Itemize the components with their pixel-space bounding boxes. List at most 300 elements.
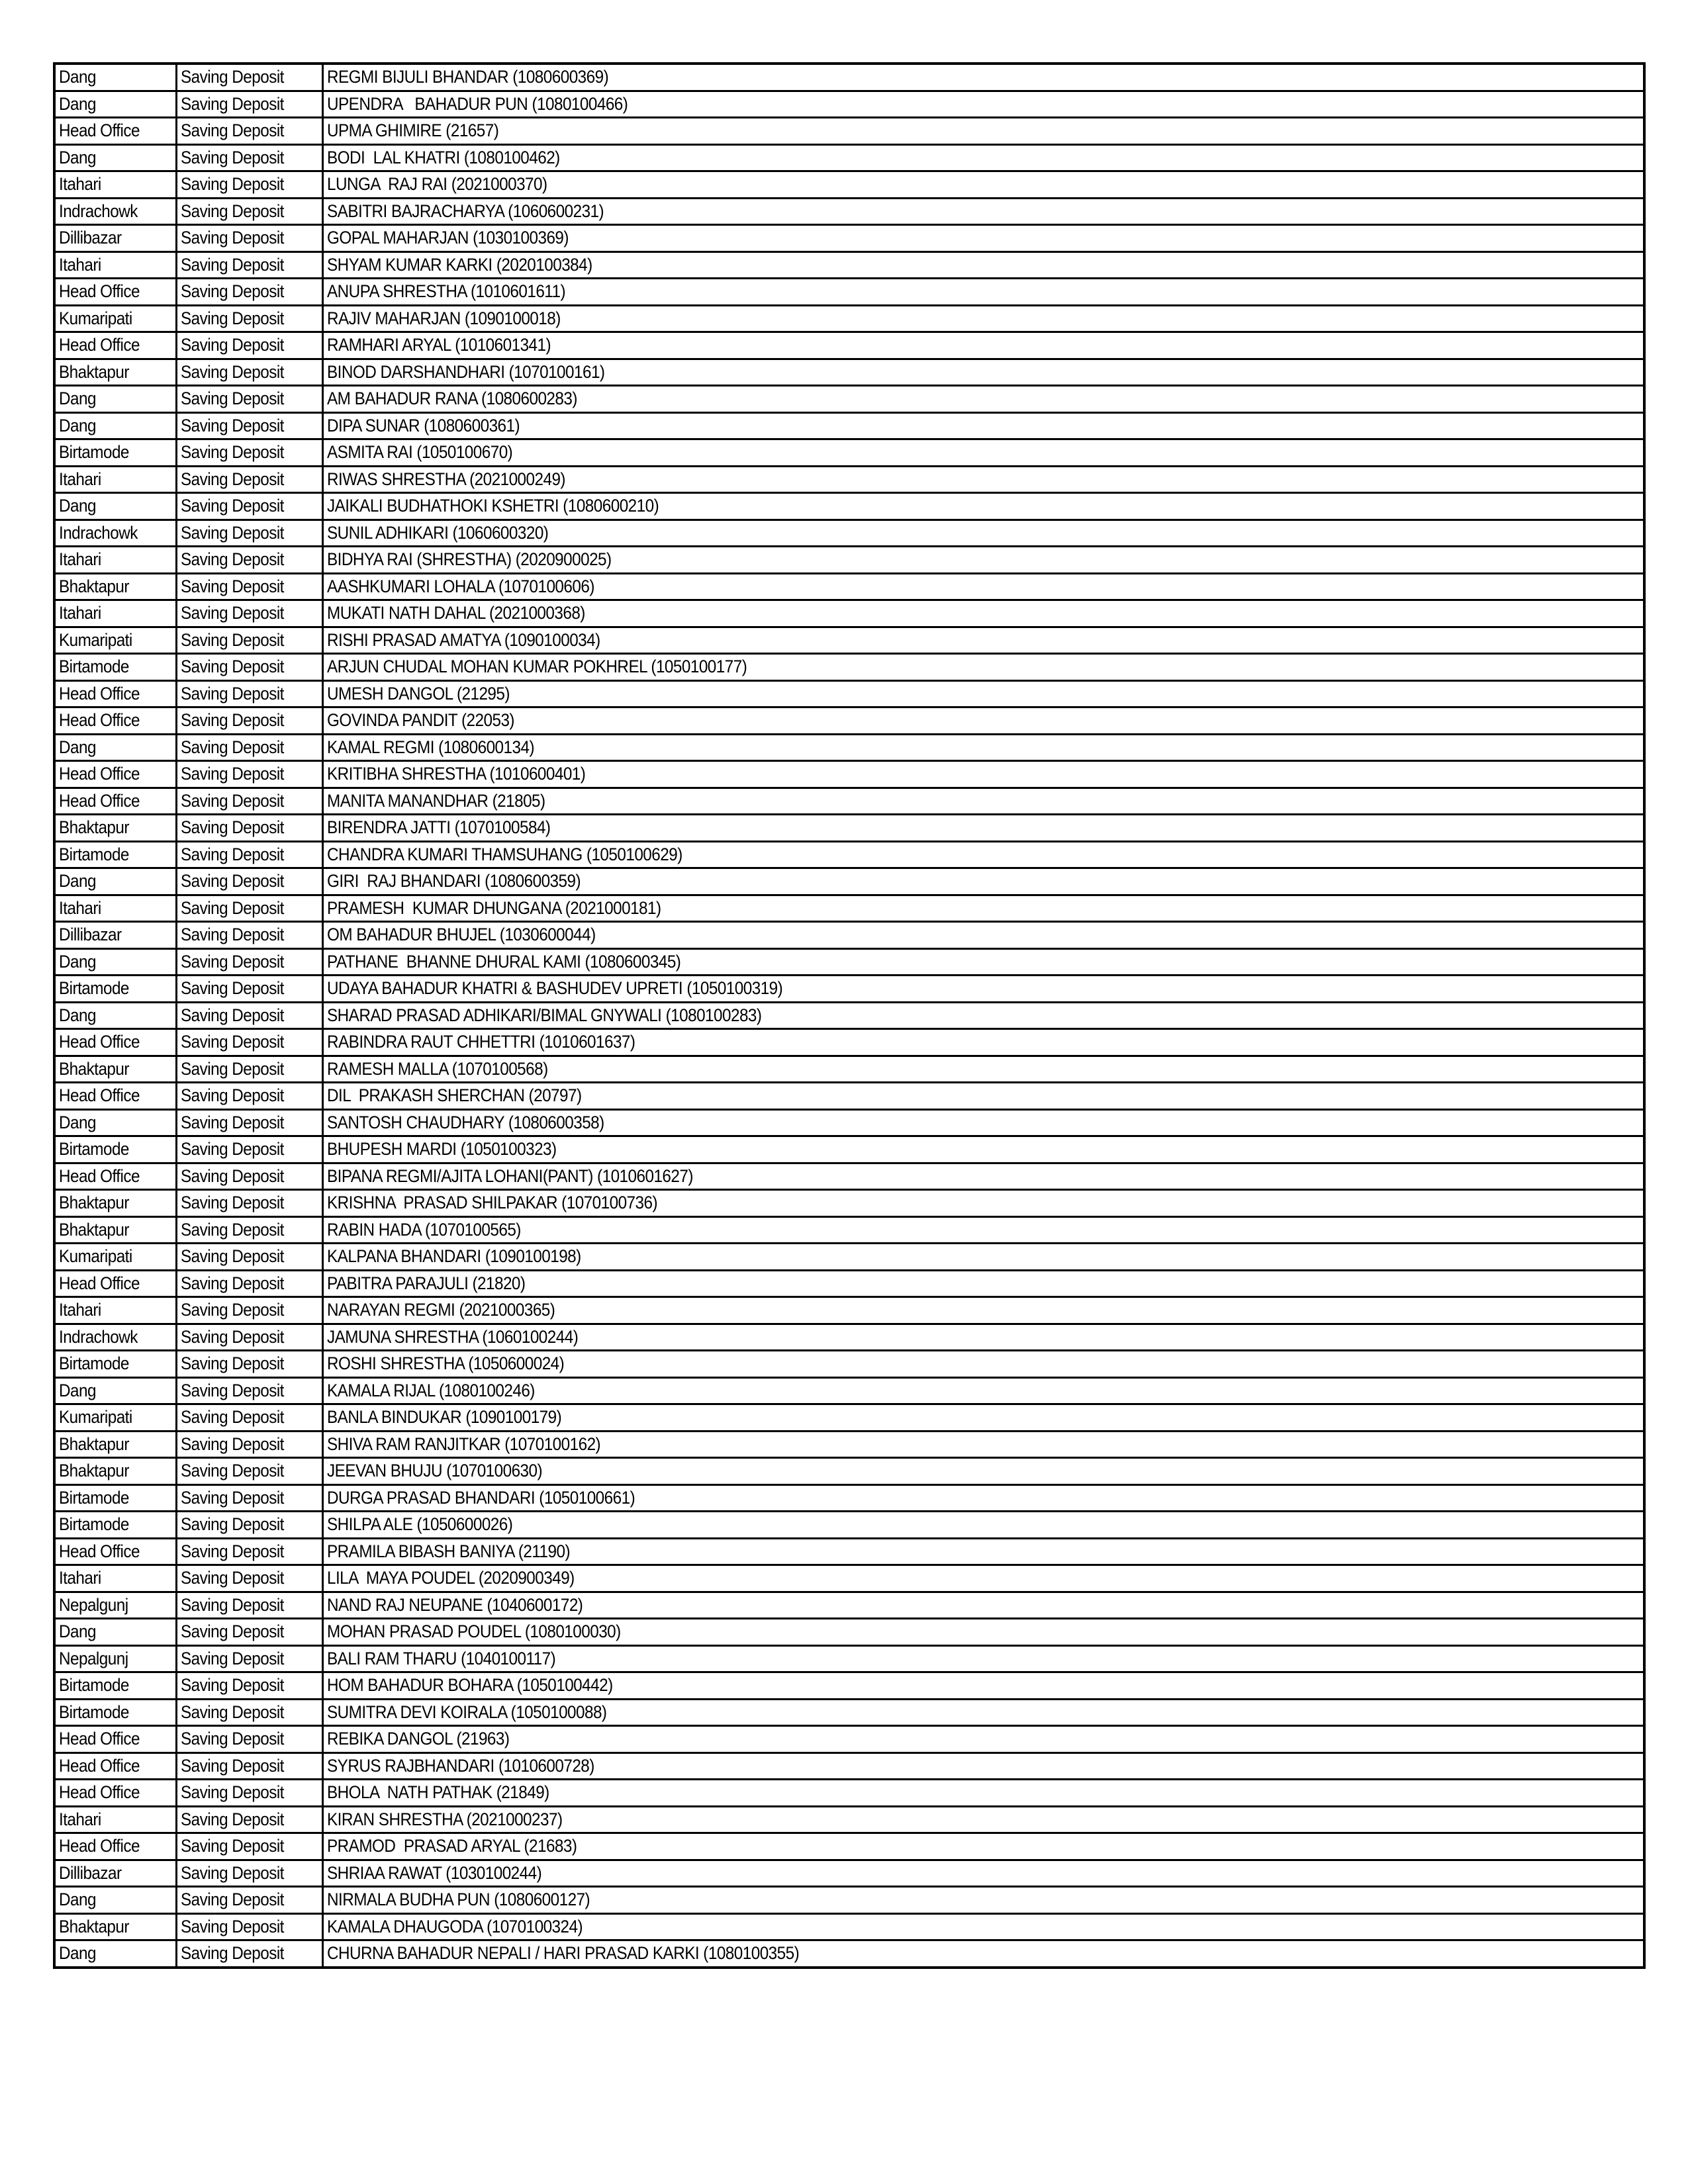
account-holder-cell (323, 1244, 1644, 1271)
account-type-cell (177, 1645, 323, 1672)
account-holder-cell (323, 707, 1644, 735)
account-holder-cell-text: JAIKALI BUDHATHOKI KSHETRI (1080600210) (327, 496, 659, 516)
account-type-cell (177, 118, 323, 145)
branch-cell (56, 815, 177, 842)
account-holder-cell (323, 1887, 1644, 1914)
table-row (56, 225, 1643, 252)
account-type-cell (177, 1780, 323, 1807)
table-row (56, 386, 1643, 413)
table-row (56, 1056, 1643, 1083)
table-row (56, 976, 1643, 1003)
branch-cell (56, 412, 177, 439)
account-type-cell-text: Saving Deposit (181, 120, 284, 141)
branch-cell-text: Bhaktapur (59, 817, 129, 838)
account-type-cell (177, 386, 323, 413)
account-holder-cell-text: ASMITA RAI (1050100670) (327, 442, 513, 463)
account-holder-cell-text: HOM BAHADUR BOHARA (1050100442) (327, 1675, 613, 1696)
account-type-cell-text: Saving Deposit (181, 281, 284, 302)
branch-cell-text: Birtamode (59, 442, 129, 463)
branch-cell (56, 1244, 177, 1271)
table-row (56, 815, 1643, 842)
account-holder-cell (323, 1029, 1644, 1056)
table-row (56, 493, 1643, 520)
account-holder-cell-text: BIPANA REGMI/AJITA LOHANI(PANT) (1010601627) (327, 1165, 693, 1186)
table-row (56, 1109, 1643, 1136)
branch-cell (56, 1377, 177, 1404)
branch-cell-text: Birtamode (59, 657, 129, 677)
branch-cell (56, 225, 177, 252)
account-type-cell (177, 1190, 323, 1217)
account-holder-cell (323, 305, 1644, 332)
table-row (56, 1324, 1643, 1351)
account-holder-cell-text: NAND RAJ NEUPANE (1040600172) (327, 1594, 583, 1615)
account-holder-cell (323, 1377, 1644, 1404)
branch-cell-text: Head Office (59, 790, 140, 811)
account-type-cell (177, 1726, 323, 1753)
branch-cell (56, 1512, 177, 1539)
account-type-cell-text: Saving Deposit (181, 951, 284, 972)
account-type-cell-text: Saving Deposit (181, 576, 284, 596)
account-type-cell (177, 439, 323, 467)
account-holder-cell-text: PABITRA PARAJULI (21820) (327, 1273, 526, 1293)
account-type-cell-text: Saving Deposit (181, 1219, 284, 1240)
account-type-cell-text: Saving Deposit (181, 335, 284, 355)
branch-cell-text: Kumaripati (59, 1246, 132, 1267)
branch-cell (56, 922, 177, 949)
account-holder-cell (323, 439, 1644, 467)
branch-cell (56, 1404, 177, 1432)
account-type-cell (177, 91, 323, 118)
account-type-cell-text: Saving Deposit (181, 201, 284, 221)
account-type-cell (177, 359, 323, 386)
branch-cell-text: Birtamode (59, 844, 129, 864)
account-holder-cell (323, 1297, 1644, 1324)
branch-cell (56, 1565, 177, 1592)
table-row (56, 922, 1643, 949)
account-type-cell (177, 1136, 323, 1163)
account-holder-cell (323, 1699, 1644, 1726)
branch-cell (56, 761, 177, 788)
account-type-cell (177, 1431, 323, 1458)
branch-cell-text: Birtamode (59, 1702, 129, 1722)
account-type-cell (177, 1324, 323, 1351)
branch-cell (56, 654, 177, 681)
branch-cell-text: Head Office (59, 1782, 140, 1803)
account-type-cell-text: Saving Deposit (181, 1005, 284, 1025)
account-type-cell-text: Saving Deposit (181, 1246, 284, 1267)
branch-cell (56, 1780, 177, 1807)
account-holder-cell-text: DIL PRAKASH SHERCHAN (20797) (327, 1085, 582, 1106)
branch-cell-text: Kumaripati (59, 629, 132, 650)
account-holder-cell (323, 1913, 1644, 1940)
account-holder-cell (323, 1002, 1644, 1029)
branch-cell (56, 1806, 177, 1833)
branch-cell-text: Head Office (59, 1836, 140, 1856)
branch-cell-text: Dang (59, 737, 96, 757)
account-type-cell (177, 680, 323, 707)
table-row (56, 359, 1643, 386)
account-holder-cell-text: BANLA BINDUKAR (1090100179) (327, 1407, 562, 1428)
branch-cell (56, 466, 177, 493)
table-row (56, 1029, 1643, 1056)
account-type-cell-text: Saving Deposit (181, 442, 284, 463)
account-holder-cell-text: SHRIAA RAWAT (1030100244) (327, 1862, 542, 1883)
account-holder-cell (323, 412, 1644, 439)
account-type-cell (177, 1512, 323, 1539)
table-row (56, 65, 1643, 91)
account-type-cell (177, 1083, 323, 1110)
account-type-cell (177, 1484, 323, 1512)
account-holder-cell (323, 1860, 1644, 1887)
account-type-cell-text: Saving Deposit (181, 629, 284, 650)
branch-cell-text: Head Office (59, 764, 140, 784)
account-type-cell (177, 1029, 323, 1056)
branch-cell-text: Head Office (59, 120, 140, 141)
account-holder-cell-text: DURGA PRASAD BHANDARI (1050100661) (327, 1487, 635, 1508)
account-type-cell-text: Saving Deposit (181, 308, 284, 328)
account-holder-cell-text: CHURNA BAHADUR NEPALI / HARI PRASAD KARKI (1080100355) (327, 1943, 800, 1964)
branch-cell (56, 1913, 177, 1940)
table-row (56, 1592, 1643, 1619)
account-holder-cell-text: SHILPA ALE (1050600026) (327, 1514, 513, 1535)
table-row (56, 520, 1643, 547)
branch-cell (56, 1484, 177, 1512)
table-row (56, 788, 1643, 815)
branch-cell-text: Birtamode (59, 1514, 129, 1535)
branch-cell (56, 439, 177, 467)
table-row (56, 573, 1643, 600)
account-type-cell (177, 198, 323, 225)
account-type-cell (177, 1672, 323, 1700)
account-holder-cell-text: RAMHARI ARYAL (1010601341) (327, 335, 551, 355)
branch-cell-text: Dillibazar (59, 228, 122, 248)
branch-cell (56, 1458, 177, 1485)
table-row (56, 1806, 1643, 1833)
branch-cell (56, 1297, 177, 1324)
account-type-cell-text: Saving Deposit (181, 1889, 284, 1910)
table-row (56, 1619, 1643, 1646)
account-holder-cell (323, 1190, 1644, 1217)
branch-cell-text: Head Office (59, 1273, 140, 1293)
branch-cell-text: Head Office (59, 1085, 140, 1106)
account-holder-cell (323, 332, 1644, 359)
table-row (56, 1002, 1643, 1029)
account-holder-cell-text: REGMI BIJULI BHANDAR (1080600369) (327, 67, 609, 87)
branch-cell (56, 91, 177, 118)
account-type-cell-text: Saving Deposit (181, 174, 284, 195)
account-holder-cell (323, 359, 1644, 386)
account-holder-cell (323, 279, 1644, 306)
account-type-cell (177, 1109, 323, 1136)
branch-cell-text: Head Office (59, 1541, 140, 1561)
account-holder-cell (323, 1431, 1644, 1458)
table-row (56, 1913, 1643, 1940)
account-type-cell-text: Saving Deposit (181, 871, 284, 891)
account-holder-cell (323, 1672, 1644, 1700)
branch-cell (56, 707, 177, 735)
account-holder-cell-text: ROSHI SHRESTHA (1050600024) (327, 1353, 565, 1374)
account-holder-cell-text: BALI RAM THARU (1040100117) (327, 1648, 556, 1668)
account-type-cell-text: Saving Deposit (181, 1702, 284, 1722)
branch-cell-text: Dillibazar (59, 1862, 122, 1883)
account-holder-cell-text: ARJUN CHUDAL MOHAN KUMAR POKHREL (1050100177) (327, 657, 747, 677)
table-row (56, 412, 1643, 439)
account-holder-cell-text: BIRENDRA JATTI (1070100584) (327, 817, 551, 838)
table-row (56, 547, 1643, 574)
table-row (56, 895, 1643, 922)
account-type-cell-text: Saving Deposit (181, 1916, 284, 1936)
account-type-cell (177, 1833, 323, 1860)
table-row (56, 734, 1643, 761)
account-type-cell (177, 466, 323, 493)
account-holder-cell-text: PRAMOD PRASAD ARYAL (21683) (327, 1836, 577, 1856)
account-type-cell (177, 1565, 323, 1592)
account-type-cell (177, 948, 323, 976)
branch-cell-text: Dang (59, 1005, 96, 1025)
branch-cell-text: Itahari (59, 1300, 101, 1320)
account-holder-cell-text: SUMITRA DEVI KOIRALA (1050100088) (327, 1702, 607, 1722)
branch-cell (56, 1270, 177, 1297)
table-row (56, 1752, 1643, 1780)
table-row (56, 868, 1643, 895)
branch-cell (56, 1592, 177, 1619)
account-type-cell (177, 734, 323, 761)
table-row (56, 948, 1643, 976)
account-holder-cell-text: RABIN HADA (1070100565) (327, 1219, 521, 1240)
account-holder-cell (323, 1136, 1644, 1163)
account-holder-cell-text: NARAYAN REGMI (2021000365) (327, 1300, 555, 1320)
branch-cell-text: Itahari (59, 469, 101, 489)
account-holder-cell (323, 1565, 1644, 1592)
account-type-cell (177, 1216, 323, 1244)
account-type-cell-text: Saving Deposit (181, 683, 284, 704)
account-holder-cell-text: OM BAHADUR BHUJEL (1030600044) (327, 925, 596, 945)
account-holder-cell (323, 1538, 1644, 1565)
account-type-cell-text: Saving Deposit (181, 603, 284, 623)
branch-cell-text: Bhaktapur (59, 361, 129, 382)
account-holder-cell-text: JEEVAN BHUJU (1070100630) (327, 1461, 543, 1481)
account-holder-cell (323, 1484, 1644, 1512)
table-row (56, 1431, 1643, 1458)
branch-cell (56, 600, 177, 627)
account-type-cell-text: Saving Deposit (181, 817, 284, 838)
account-type-cell-text: Saving Deposit (181, 361, 284, 382)
account-holder-cell (323, 198, 1644, 225)
branch-cell (56, 1699, 177, 1726)
account-type-cell (177, 573, 323, 600)
account-holder-cell (323, 868, 1644, 895)
branch-cell (56, 1029, 177, 1056)
table-row (56, 1833, 1643, 1860)
branch-cell-text: Dang (59, 388, 96, 409)
branch-cell (56, 573, 177, 600)
account-holder-cell-text: MANITA MANANDHAR (21805) (327, 790, 545, 811)
account-type-cell (177, 627, 323, 654)
account-holder-cell-text: BODI LAL KHATRI (1080100462) (327, 147, 560, 167)
table-row (56, 198, 1643, 225)
account-type-cell (177, 1458, 323, 1485)
account-holder-cell (323, 1324, 1644, 1351)
account-type-cell-text: Saving Deposit (181, 1782, 284, 1803)
account-holder-cell (323, 1109, 1644, 1136)
account-holder-cell-text: AASHKUMARI LOHALA (1070100606) (327, 576, 594, 596)
table-row (56, 1244, 1643, 1271)
account-type-cell-text: Saving Deposit (181, 657, 284, 677)
account-type-cell-text: Saving Deposit (181, 1139, 284, 1160)
account-type-cell-text: Saving Deposit (181, 1568, 284, 1588)
account-type-cell-text: Saving Deposit (181, 1165, 284, 1186)
account-type-cell (177, 1806, 323, 1833)
account-holder-cell-text: SHARAD PRASAD ADHIKARI/BIMAL GNYWALI (1080100283) (327, 1005, 762, 1025)
branch-cell-text: Indrachowk (59, 201, 138, 221)
branch-cell (56, 1190, 177, 1217)
account-type-cell (177, 1538, 323, 1565)
table-row (56, 118, 1643, 145)
branch-cell-text: Head Office (59, 335, 140, 355)
account-holder-cell (323, 251, 1644, 279)
branch-cell-text: Dang (59, 871, 96, 891)
account-type-cell (177, 1002, 323, 1029)
account-holder-cell-text: SHYAM KUMAR KARKI (2020100384) (327, 254, 592, 275)
account-type-cell (177, 279, 323, 306)
branch-cell (56, 65, 177, 91)
account-type-cell-text: Saving Deposit (181, 1487, 284, 1508)
account-holder-cell (323, 680, 1644, 707)
account-holder-cell-text: PATHANE BHANNE DHURAL KAMI (1080600345) (327, 951, 681, 972)
account-holder-cell (323, 1216, 1644, 1244)
branch-cell-text: Dang (59, 1621, 96, 1642)
branch-cell (56, 627, 177, 654)
account-holder-cell (323, 520, 1644, 547)
account-holder-cell (323, 386, 1644, 413)
account-type-cell-text: Saving Deposit (181, 469, 284, 489)
account-type-cell (177, 654, 323, 681)
account-type-cell-text: Saving Deposit (181, 388, 284, 409)
branch-cell (56, 1752, 177, 1780)
table-row (56, 1190, 1643, 1217)
account-holder-cell-text: KIRAN SHRESTHA (2021000237) (327, 1809, 563, 1829)
branch-cell-text: Dang (59, 147, 96, 167)
branch-cell-text: Dang (59, 67, 96, 87)
account-holder-cell-text: GOPAL MAHARJAN (1030100369) (327, 228, 569, 248)
branch-cell-text: Birtamode (59, 978, 129, 999)
account-holder-cell (323, 547, 1644, 574)
account-holder-cell (323, 1940, 1644, 1966)
table-row (56, 654, 1643, 681)
table-row (56, 251, 1643, 279)
account-type-cell-text: Saving Deposit (181, 1862, 284, 1883)
branch-cell-text: Indrachowk (59, 522, 138, 543)
table-row (56, 1672, 1643, 1700)
table-row (56, 761, 1643, 788)
branch-cell (56, 895, 177, 922)
account-type-cell-text: Saving Deposit (181, 1648, 284, 1668)
account-type-cell (177, 1887, 323, 1914)
account-type-cell (177, 225, 323, 252)
account-table-grid (56, 65, 1643, 1966)
account-holder-cell-text: UMESH DANGOL (21295) (327, 683, 510, 704)
branch-cell-text: Dang (59, 496, 96, 516)
account-type-cell (177, 788, 323, 815)
account-type-cell (177, 841, 323, 868)
branch-cell (56, 1860, 177, 1887)
account-holder-cell-text: KRITIBHA SHRESTHA (1010600401) (327, 764, 586, 784)
account-holder-cell (323, 895, 1644, 922)
branch-cell-text: Head Office (59, 683, 140, 704)
account-type-cell (177, 412, 323, 439)
table-row (56, 1351, 1643, 1378)
account-type-cell (177, 761, 323, 788)
account-holder-cell-text: MOHAN PRASAD POUDEL (1080100030) (327, 1621, 621, 1642)
account-type-cell (177, 815, 323, 842)
account-holder-cell (323, 1833, 1644, 1860)
account-type-cell-text: Saving Deposit (181, 764, 284, 784)
table-row (56, 841, 1643, 868)
account-type-cell (177, 493, 323, 520)
branch-cell-text: Nepalgunj (59, 1648, 128, 1668)
account-holder-cell-text: CHANDRA KUMARI THAMSUHANG (1050100629) (327, 844, 682, 864)
account-holder-cell-text: NIRMALA BUDHA PUN (1080600127) (327, 1889, 590, 1910)
account-type-cell-text: Saving Deposit (181, 228, 284, 248)
branch-cell-text: Bhaktapur (59, 1916, 129, 1936)
account-type-cell (177, 1592, 323, 1619)
account-type-cell-text: Saving Deposit (181, 93, 284, 114)
branch-cell (56, 1216, 177, 1244)
branch-cell (56, 1324, 177, 1351)
table-row (56, 1458, 1643, 1485)
account-type-cell-text: Saving Deposit (181, 1755, 284, 1776)
account-holder-cell-text: KAMALA RIJAL (1080100246) (327, 1380, 535, 1400)
account-type-cell-text: Saving Deposit (181, 496, 284, 516)
account-type-cell (177, 547, 323, 574)
table-row (56, 1163, 1643, 1190)
account-type-cell-text: Saving Deposit (181, 1729, 284, 1749)
account-type-cell-text: Saving Deposit (181, 1836, 284, 1856)
branch-cell-text: Birtamode (59, 1675, 129, 1696)
account-holder-cell-text: LUNGA RAJ RAI (2021000370) (327, 174, 547, 195)
account-holder-cell (323, 788, 1644, 815)
table-row (56, 279, 1643, 306)
account-type-cell (177, 895, 323, 922)
account-type-cell-text: Saving Deposit (181, 549, 284, 570)
account-type-cell-text: Saving Deposit (181, 1461, 284, 1481)
account-holder-cell-text: GOVINDA PANDIT (22053) (327, 710, 514, 731)
account-table (53, 62, 1646, 1969)
account-type-cell (177, 1244, 323, 1271)
account-type-cell (177, 1913, 323, 1940)
account-holder-cell-text: SABITRI BAJRACHARYA (1060600231) (327, 201, 604, 221)
branch-cell (56, 118, 177, 145)
account-holder-cell (323, 1458, 1644, 1485)
account-holder-cell (323, 466, 1644, 493)
account-holder-cell (323, 1806, 1644, 1833)
branch-cell-text: Birtamode (59, 1487, 129, 1508)
branch-cell (56, 1833, 177, 1860)
account-type-cell-text: Saving Deposit (181, 254, 284, 275)
branch-cell (56, 1351, 177, 1378)
branch-cell (56, 1887, 177, 1914)
branch-cell (56, 493, 177, 520)
account-holder-cell (323, 627, 1644, 654)
account-holder-cell (323, 1726, 1644, 1753)
branch-cell (56, 1619, 177, 1646)
branch-cell (56, 251, 177, 279)
account-type-cell-text: Saving Deposit (181, 1353, 284, 1374)
account-holder-cell-text: REBIKA DANGOL (21963) (327, 1729, 510, 1749)
branch-cell-text: Kumaripati (59, 1407, 132, 1428)
account-holder-cell (323, 948, 1644, 976)
branch-cell-text: Bhaktapur (59, 1058, 129, 1079)
